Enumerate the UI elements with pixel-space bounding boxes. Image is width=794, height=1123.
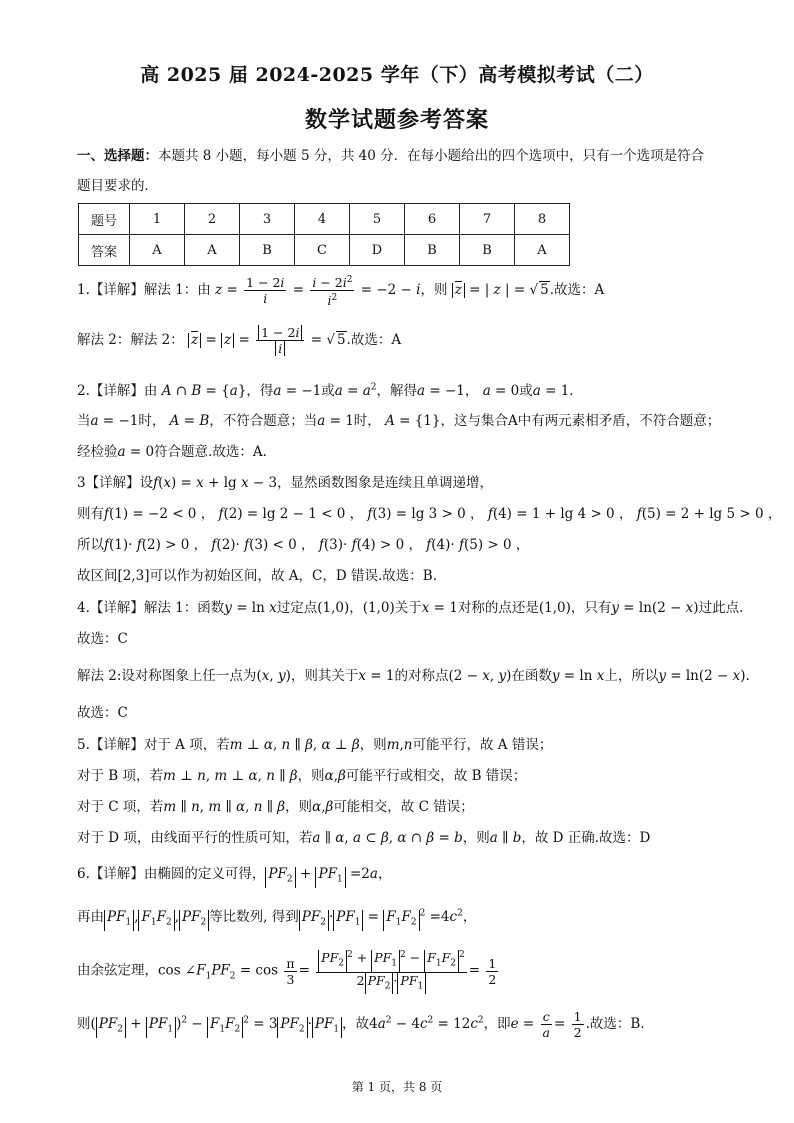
- row-label-number: 题号: [79, 204, 130, 235]
- q6-text: 则: [77, 1016, 91, 1032]
- answer-cell: A: [185, 235, 240, 266]
- q5-text: ，则: [285, 799, 313, 815]
- question-number-cell: 6: [405, 204, 460, 235]
- answer-cell: B: [460, 235, 515, 266]
- q2-line2: 当a = −1时， A = B，不符合题意；当a = 1时， A = {1}，这与集合A中有两元素相矛盾，不符合题意；: [77, 413, 721, 429]
- q4-text: 解法 2:设对称图象上任一点为: [77, 668, 257, 684]
- q5-line3: 对于 C 项，若m ∥ n, m ∥ α, n ∥ β，则α,β可能相交，故 C 错误；: [77, 799, 474, 815]
- q5-text: ，则: [297, 768, 325, 784]
- q4-text: ，只有: [570, 600, 612, 616]
- answer-cell: C: [295, 235, 350, 266]
- q2-text: ，这与集合A中有两元素相矛盾，不符合题意；: [440, 413, 721, 429]
- answer-cell: B: [405, 235, 460, 266]
- q4-text: 在函数: [511, 668, 552, 684]
- answer-cell: D: [350, 235, 405, 266]
- q4-text: 对称的点还是: [457, 600, 539, 616]
- q5-text: ，故 D 正确.故选：D: [521, 830, 651, 846]
- q3-text: 3【详解】设: [77, 475, 154, 491]
- q5-text: 可能平行，故 A 错误；: [412, 737, 553, 753]
- formula: z: [215, 282, 223, 299]
- fraction: $\frac{\pi}{3}$: [286, 955, 295, 987]
- q5-line4: 对于 D 项，由线面平行的性质可知，若a ∥ α, a ⊂ β, α ∩ β = b，则a ∥ b，故 D 正确.故选：D: [77, 830, 651, 846]
- q1-text: 1.【详解】解法 1：由: [77, 282, 211, 299]
- q2-text: ，不符合题意；当: [209, 413, 318, 429]
- q2-line3: 经检验a = 0符合题意.故选：A.: [77, 444, 267, 460]
- q6-text: ，即: [483, 1016, 511, 1032]
- document-subtitle: 数学试题参考答案: [304, 107, 489, 133]
- answer-table: [78, 203, 570, 266]
- q6-line3: 由余弦定理，$\cos \angle F_1PF_2 = \cos$ $\frac{\pi}{3}$ = $\frac{PF_2^2 + PF_1^2 - F_1F_2^2}{2 PF_2 \cdot PF_1}$ = $\frac{1}{2}$: [77, 948, 500, 994]
- q3-text: 则有: [77, 506, 104, 522]
- question-number-cell: 8: [515, 204, 570, 235]
- section1-text-line2: 题目要求的．: [77, 178, 158, 194]
- q5-text: 可能平行或相交，故 B 错误；: [345, 768, 527, 784]
- q4-text: 上，所以: [604, 668, 659, 684]
- row-label-answer: 答案: [79, 235, 130, 266]
- q5-text: 对于 B 项，若: [77, 768, 164, 784]
- q2-line1: 2.【详解】由 A ∩ B = {a}，得a = −1或$a = a^2$，解得a = −1， a = 0或a = 1．: [77, 382, 583, 399]
- q6-text: 再由: [77, 909, 104, 925]
- q2-text: 当: [77, 413, 91, 429]
- q5-text: 对于 C 项，若: [77, 799, 164, 815]
- q2-text: 经检验: [77, 444, 118, 460]
- question-number-cell: 2: [185, 204, 240, 235]
- q4-text: 4.【详解】解法 1：函数: [77, 600, 225, 616]
- q1-line2: 解法 2：解法 2： $\overline{z} = z$ = $\frac{1 - 2i}{i}$ = √ 5.故选：A: [77, 325, 402, 356]
- q4-text: ，则其关于: [290, 668, 359, 684]
- question-number-row: [79, 204, 570, 235]
- section1-intro: [77, 143, 737, 169]
- q3-line2: 则有f(1) = −2 < 0 ， f(2) = lg 2 − 1 < 0 ， f(3) = lg 3 > 0 ， f(4) = 1 + lg 4 > 0 ， f(5) = 2 + lg 5 > 0 ，: [77, 506, 782, 522]
- fraction: $\frac{i - 2i^2}{i^2}$: [312, 275, 353, 309]
- q1-text: 解法 2：解法 2：: [77, 332, 184, 348]
- q3-line3: 所以f(1)· f(2) > 0 ， f(2)· f(3) < 0 ， f(3)· f(4) > 0 ， f(4)· f(5) > 0 ，: [77, 537, 530, 553]
- q1-text: ，则: [420, 282, 448, 299]
- q6-line4: 则( $PF_2 + PF_1$ )$^2 - F_1F_2^2 = 3$ $PF_2 \cdot PF_1$ ，故$4a^2 - 4c^2 = 12c^2$，即e = $\frac{c}{a}$ = $\frac{1}{2}$ .故选：B.: [77, 1009, 645, 1040]
- q6-line1: 6.【详解】由椭圆的定义可得， $PF_2 + PF_1 =2a$，: [77, 862, 391, 888]
- question-number-cell: 7: [460, 204, 515, 235]
- q2-text: ．: [569, 383, 583, 399]
- q5-text: 对于 D 项，由线面平行的性质可知，若: [77, 830, 313, 846]
- section1-text-line1: 本题共 8 小题，每小题 5 分，共 40 分．在每小题给出的四个选项中，只有一个选项是符合: [158, 148, 705, 164]
- q5-line1: 5.【详解】对于 A 项，若m ⊥ α, n ∥ β, α ⊥ β，则m,n可能平行，故 A 错误；: [77, 737, 553, 753]
- q2-text: 2.【详解】由: [77, 383, 158, 399]
- answer-cell: A: [515, 235, 570, 266]
- q4-text: 过此点.: [698, 600, 744, 616]
- fraction: $\frac{c}{a}$: [542, 1009, 550, 1040]
- q3-text: ，显然函数图象是连续且单调递增，: [277, 475, 494, 491]
- q2-text: ，解得: [376, 383, 418, 399]
- q5-text: ，则: [359, 737, 387, 753]
- answer-cell: B: [240, 235, 295, 266]
- q4-line2: 故选：C: [77, 631, 128, 647]
- q1-text: .故选：A: [549, 282, 605, 299]
- answer-cell: A: [130, 235, 185, 266]
- q2-text: 或: [519, 383, 533, 399]
- q6-text: 6.【详解】由椭圆的定义可得，: [77, 866, 266, 882]
- q2-text: 时，: [138, 413, 166, 429]
- question-number-cell: 5: [350, 204, 405, 235]
- fraction: $\frac{1 - 2i}{i}$: [256, 325, 304, 356]
- q3-line4: 故区间[2,3]可以作为初始区间，故 A，C，D 错误.故选：B.: [77, 568, 437, 584]
- answer-row: [79, 235, 570, 266]
- q6-text: .故选：B.: [585, 1016, 645, 1032]
- q5-text: ，则: [462, 830, 490, 846]
- section1-heading: 一、选择题：: [77, 148, 158, 164]
- q5-text: 可能相交，故 C 错误；: [333, 799, 474, 815]
- q2-text: 符合题意.故选：A.: [154, 444, 267, 460]
- formula: $\overline{z}$: [188, 333, 201, 348]
- q5-line2: 对于 B 项，若m ⊥ n, m ⊥ α, n ∥ β，则α,β可能平行或相交，故 B 错误；: [77, 768, 527, 784]
- q4-text: 的对称点: [394, 668, 449, 684]
- q2-text: 时，: [353, 413, 381, 429]
- q4-text: 关于: [394, 600, 422, 616]
- fraction: $\frac{PF_2^2 + PF_1^2 - F_1F_2^2}{2 PF_2 \cdot PF_1}$: [316, 948, 467, 994]
- page-footer: 第 1 页，共 8 页: [351, 1080, 443, 1094]
- q1-text: .故选：A: [346, 332, 402, 348]
- q6-text: 由余弦定理，: [77, 962, 158, 979]
- q6-line2: 再由 $PF_1$ , $F_1F_2$ , $PF_2$ 等比数列, 得到 $PF_2 \cdot PF_1 = F_1F_2^2 =4c^2$，: [77, 905, 476, 931]
- question-number-cell: 3: [240, 204, 295, 235]
- q6-text: ，故: [342, 1016, 370, 1032]
- fraction: $\frac{1 - 2i}{i}$: [246, 275, 285, 307]
- q2-text: ，得: [246, 383, 274, 399]
- document-title: 高 2025 届 2024-2025 学年（下）高考模拟考试（二）: [140, 64, 654, 86]
- q1-line1: 1.【详解】解法 1：由 z = $\frac{1 - 2i}{i}$ = $\frac{i - 2i^2}{i^2}$ = −2 − i，则 $\overline{z}$ = | z | = √ 5.故选：A: [77, 275, 605, 309]
- formula: $\overline{z}$: [452, 283, 465, 298]
- q5-text: 5.【详解】对于 A 项，若: [77, 737, 230, 753]
- q3-text: 所以: [77, 537, 104, 553]
- q2-text: 或: [321, 383, 335, 399]
- q4-line3: 解法 2:设对称图象上任一点为(x, y)，则其关于x = 1的对称点(2 − x, y)在函数y = ln x上，所以y = ln(2 − x).: [77, 668, 750, 684]
- question-number-cell: 1: [130, 204, 185, 235]
- fraction: $\frac{1}{2}$: [573, 1009, 582, 1040]
- q4-line1: 4.【详解】解法 1：函数y = ln x过定点(1,0)，(1,0)关于x = 1对称的点还是(1,0)，只有y = ln(2 − x)过此点.: [77, 600, 744, 616]
- q4-text: 过定点: [276, 600, 318, 616]
- q4-line4: 故选：C: [77, 705, 128, 721]
- question-number-cell: 4: [295, 204, 350, 235]
- q6-text: 等比数列, 得到: [209, 909, 299, 925]
- q3-line1: 3【详解】设f(x) = x + lg x − 3，显然函数图象是连续且单调递增，: [77, 475, 494, 491]
- fraction: $\frac{1}{2}$: [488, 955, 497, 987]
